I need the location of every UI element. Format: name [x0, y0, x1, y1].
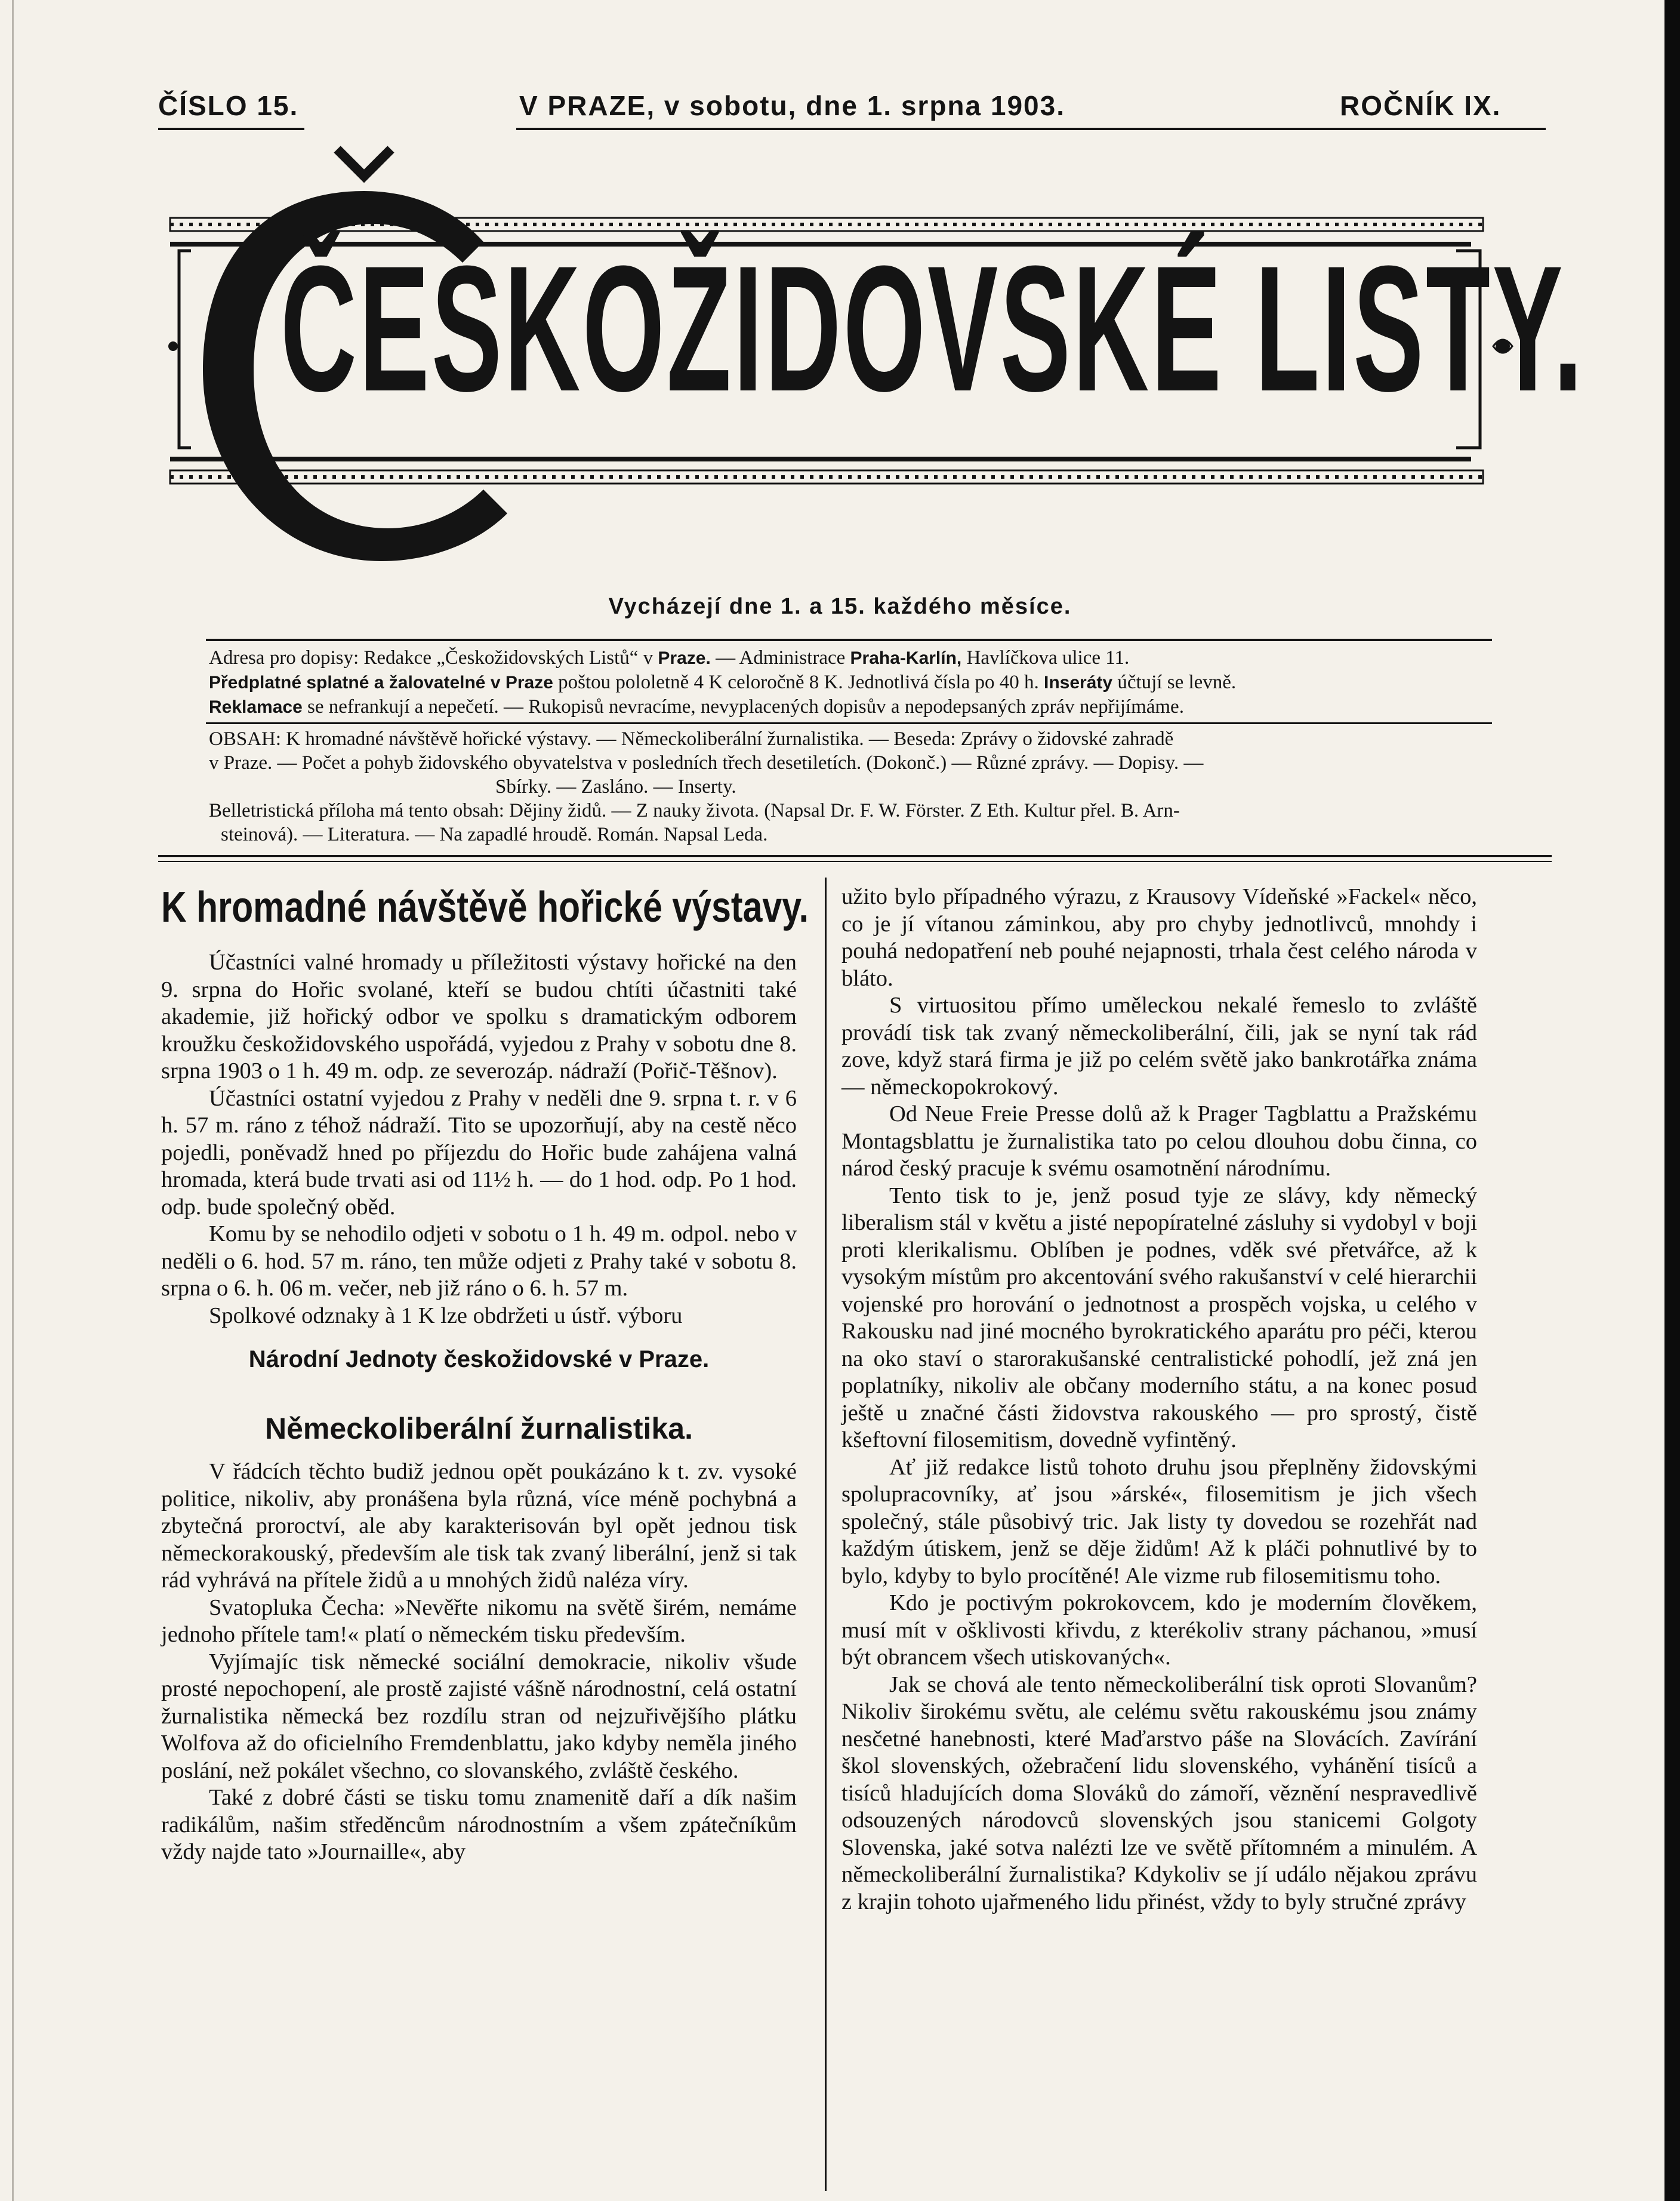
volume-number: ROČNÍK IX.	[1340, 90, 1502, 121]
article-paragraph: Jak se chová ale tento německoliberální tisk oproti Slovanům? Nikoliv širokému světu, ale celému světu rakouskému jsou známy nesčetné hanebnosti, které Maďarstvo páše na Slovácích. Zavírání škol slovenských, ožebračení lidu slovenského, vyhánění tisíců a tisíců hladujících doma Slováků do zámoří, věznění nespravedlivě odsouzených národovců slovenských jsou stanicemi Golgoty Slovenska, jaké sotva nalézti lze ve světě přítomném a minulém. A německoliberální žurnalistika? Kdykoliv se jí událo nějakou zprávu z krajin tohoto ujařmeného lidu přinést, vždy to byly stručné zprávy	[841, 1671, 1477, 1914]
page-left-edge	[12, 0, 14, 2201]
article-paragraph: Od Neue Freie Presse dolů až k Prager Tagblattu a Pražskému Montagsblattu je žurnalistika tato po celou dlouhou dobu činna, co národ český pracuje k svému osamotnění národnímu.	[841, 1101, 1477, 1181]
article-paragraph: Účastníci ostatní vyjedou z Prahy v neděli dne 9. srpna t. r. v 6 h. 57 m. ráno z téhož nádraží. Tito se upozorňují, aby na cestě něco pojedli, poněvadž hned po příjezdu do Hořic bude zahájena valná hromada, která bude trvati asi od 11½ h. — do 1 hod. odp. Po 1 hod. odp. bude společný oběd.	[161, 1085, 797, 1220]
address-line	[209, 646, 1492, 670]
place-date: V PRAZE, v sobotu, dne 1. srpna 1903.	[519, 90, 1066, 121]
contents-line: v Praze. — Počet a pohyb židovského obyvatelstva v posledních třech desetiletích. (Dokonč.) — Různé zprávy. — Dopisy. —	[209, 752, 1204, 774]
publication-schedule: Vycházejí dne 1. a 15. každého měsíce.	[608, 594, 1072, 619]
article-paragraph: Vyjímajíc tisk německé sociální demokracie, nikoliv všude prosté nepochopení, ale prostě zajisté vášně národnostní, celá ostatní žurnalistika německá bez rozdílu stran od nejzuřivějšího plátku Wolfova až do oficielního Fremdenblattu, jako kdyby neměla jiného poslání, než pokálet všechno, co slovanského, zvláště českého.	[161, 1649, 797, 1783]
info-top-rule	[206, 639, 1492, 641]
column-divider	[825, 878, 827, 2191]
columns-top-rule-thin	[158, 861, 1552, 862]
contents-line: OBSAH: K hromadné návštěvě hořické výstavy. — Německoliberální žurnalistika. — Beseda: Zprávy o židovské zahradě	[209, 728, 1174, 750]
title-banner	[167, 143, 1585, 585]
administration-city: Praha-Karlín,	[850, 648, 962, 668]
complaints-terms: se nefrankují a nepečetí. — Rukopisů nevracíme, nevyplacených dopisův a nepodepsaných zpráv nepřijímáme.	[302, 696, 1184, 718]
article-paragraph: Také z dobré části se tisku tomu znamenitě daří a dík našim radikálům, našim středěncům národnostním a všem zpátečníkům vždy najde tato »Journaille«, aby	[161, 1785, 797, 1864]
article-paragraph: Kdo je poctivým pokrokovcem, kdo je moderním člověkem, musí mít v ošklivosti křivdu, z kterékoliv strany páchanou, »musí být obrancem všech utiskovaných«.	[841, 1590, 1477, 1670]
issue-underline	[158, 128, 304, 130]
address-city: Praze.	[658, 648, 711, 668]
contents-line: steinová). — Literatura. — Na zapadlé hroudě. Román. Napsal Leda.	[221, 824, 768, 845]
article-paragraph: Účastníci valné hromady u příležitosti výstavy hořické na den 9. srpna do Hořic svolané, kteří se budou chtíti účastniti také akademie, již hořický odbor ve spolku s dramatickým odborem kroužku českožidovského uspořádá, vyjedou z Prahy v sobotu dne 8. srpna 1903 o 1 h. 49 m. odp. ze severozáp. nádraží (Pořič-Těšnov).	[161, 950, 797, 1083]
article-headline: Německoliberální žurnalistika.	[265, 1412, 693, 1445]
contents-line: Sbírky. — Zasláno. — Inserty.	[495, 776, 736, 798]
scan-dark-border	[1664, 0, 1680, 2201]
address-text: Adresa pro dopisy: Redakce „Českožidovských Listů“ v	[209, 647, 658, 669]
article-paragraph: Ať již redakce listů tohoto druhu jsou přeplněny židovskými spolupracovníky, ať jsou »árské«, filosemitism je jich všech společný, stále působivý tric. Jak listy ty dovedou se rozehřát nad každým útiskem, jenž se děje židům! Až k pláči pohnutlivé by to bylo, kdyby to bylo procítěné! Ale vizme rub filosemitismu toho.	[841, 1454, 1477, 1589]
article-headline: K hromadné návštěvě hořické výstavy.	[161, 884, 809, 931]
article-paragraph: Spolkové odznaky à 1 K lze obdržeti u ústř. výboru	[209, 1303, 683, 1328]
article-paragraph: Tento tisk to je, jenž posud tyje ze slávy, kdy německý liberalism stál v květu a jisté nepopíratelné zásluhy si vydobyl v boji proti klerikalismu. Oblíben je podnes, vděk své přetvářce, až k vysokým místům pro akcentování svého rakušanství v celé hierarchii vojenské pro horování o jednotnost a prospěch vojska, u celého v Rakousku nad jiné mocného byrokratického aparátu pro péči, kterou na oko staví o starorakušanské centralistické pohodlí, jež zná jen poplatníky, nikoliv ale občany moderního státu, a na konec posud ještě u značné části židovstva rakouského — pro sprostý, čistě kšeftovní filosemitism, dovedně vyfintěný.	[841, 1183, 1477, 1452]
columns-top-rule	[158, 855, 1552, 857]
subscription-label: Předplatné splatné a žalovatelné v Praze	[209, 673, 553, 692]
date-underline	[516, 128, 1328, 130]
article-paragraph: S virtuositou přímo uměleckou nekalé řemeslo to zvláště provádí tisk tak zvaný německoliberální, čili, jak se nyní tak rád zove, když stará firma je již po celém světě jako bankrotářka známa — německopokrokový.	[841, 993, 1477, 1100]
table-of-contents	[209, 727, 1492, 846]
inserts-terms: účtují se levně.	[1112, 672, 1237, 693]
contents-line: Belletristická příloha má tento obsah: Dějiny židů. — Z nauky života. (Napsal Dr. F. W. Förster. Z Eth. Kultur přel. B. Arn-	[209, 800, 1180, 821]
complaints-line	[209, 695, 1492, 719]
contents-top-rule	[206, 722, 1492, 724]
article-paragraph: V řádcích těchto budiž jednou opět poukázáno k t. zv. vysoké politice, nikoliv, aby pronášena byla různá, více méně pochybná a zbytečná proroctví, ale aby karakterisován byl opět jednou tisk německorakouský, především ale tisk tak zvaný liberální, jenž si tak rád vyhrává na přítele židů a u mnohých židů naléza víry.	[161, 1459, 797, 1593]
masthead-line	[158, 90, 1546, 131]
article-paragraph: Komu by se nehodilo odjeti v sobotu o 1 h. 49 m. odpol. nebo v neděli o 6. hod. 57 m. ráno, ten může odjeti z Prahy také v sobotu 8. srpna o 6. h. 06 m. večer, neb již ráno o 6. h. 57 m.	[161, 1221, 797, 1301]
complaints-label: Reklamace	[209, 697, 303, 717]
volume-underline	[1316, 128, 1546, 130]
left-column	[161, 884, 809, 1866]
subscription-prices: poštou pololetně 4 K celoročně 8 K. Jednotlivá čísla po 40 h.	[553, 672, 1044, 693]
administration-street: Havlíčkova ulice 11.	[961, 647, 1130, 669]
newspaper-title: ČESKOŽIDOVSKÉ LISTY.	[280, 228, 1585, 429]
article-paragraph: Svatopluka Čecha: »Nevěřte nikomu na světě širém, nemáme jednoho přítele tam!« platí o německém tisku především.	[161, 1594, 797, 1647]
administration-label: — Administrace	[710, 647, 850, 669]
issue-number: ČÍSLO 15.	[158, 90, 299, 121]
right-column	[841, 884, 1477, 1916]
subscription-line	[209, 670, 1492, 695]
article-signoff: Národní Jednoty českožidovské v Praze.	[248, 1346, 710, 1372]
inserts-label: Inseráty	[1044, 673, 1113, 692]
article-paragraph: užito bylo případného výrazu, z Krausovy Vídeňské »Fackel« něco, co je jí vítanou záminkou, aby pro chyby jednotlivců, mnohdy i pouhá nedopatření neb pouhé nejapnosti, trhala čest celého národa v bláto.	[841, 884, 1477, 991]
publication-info	[209, 646, 1492, 719]
